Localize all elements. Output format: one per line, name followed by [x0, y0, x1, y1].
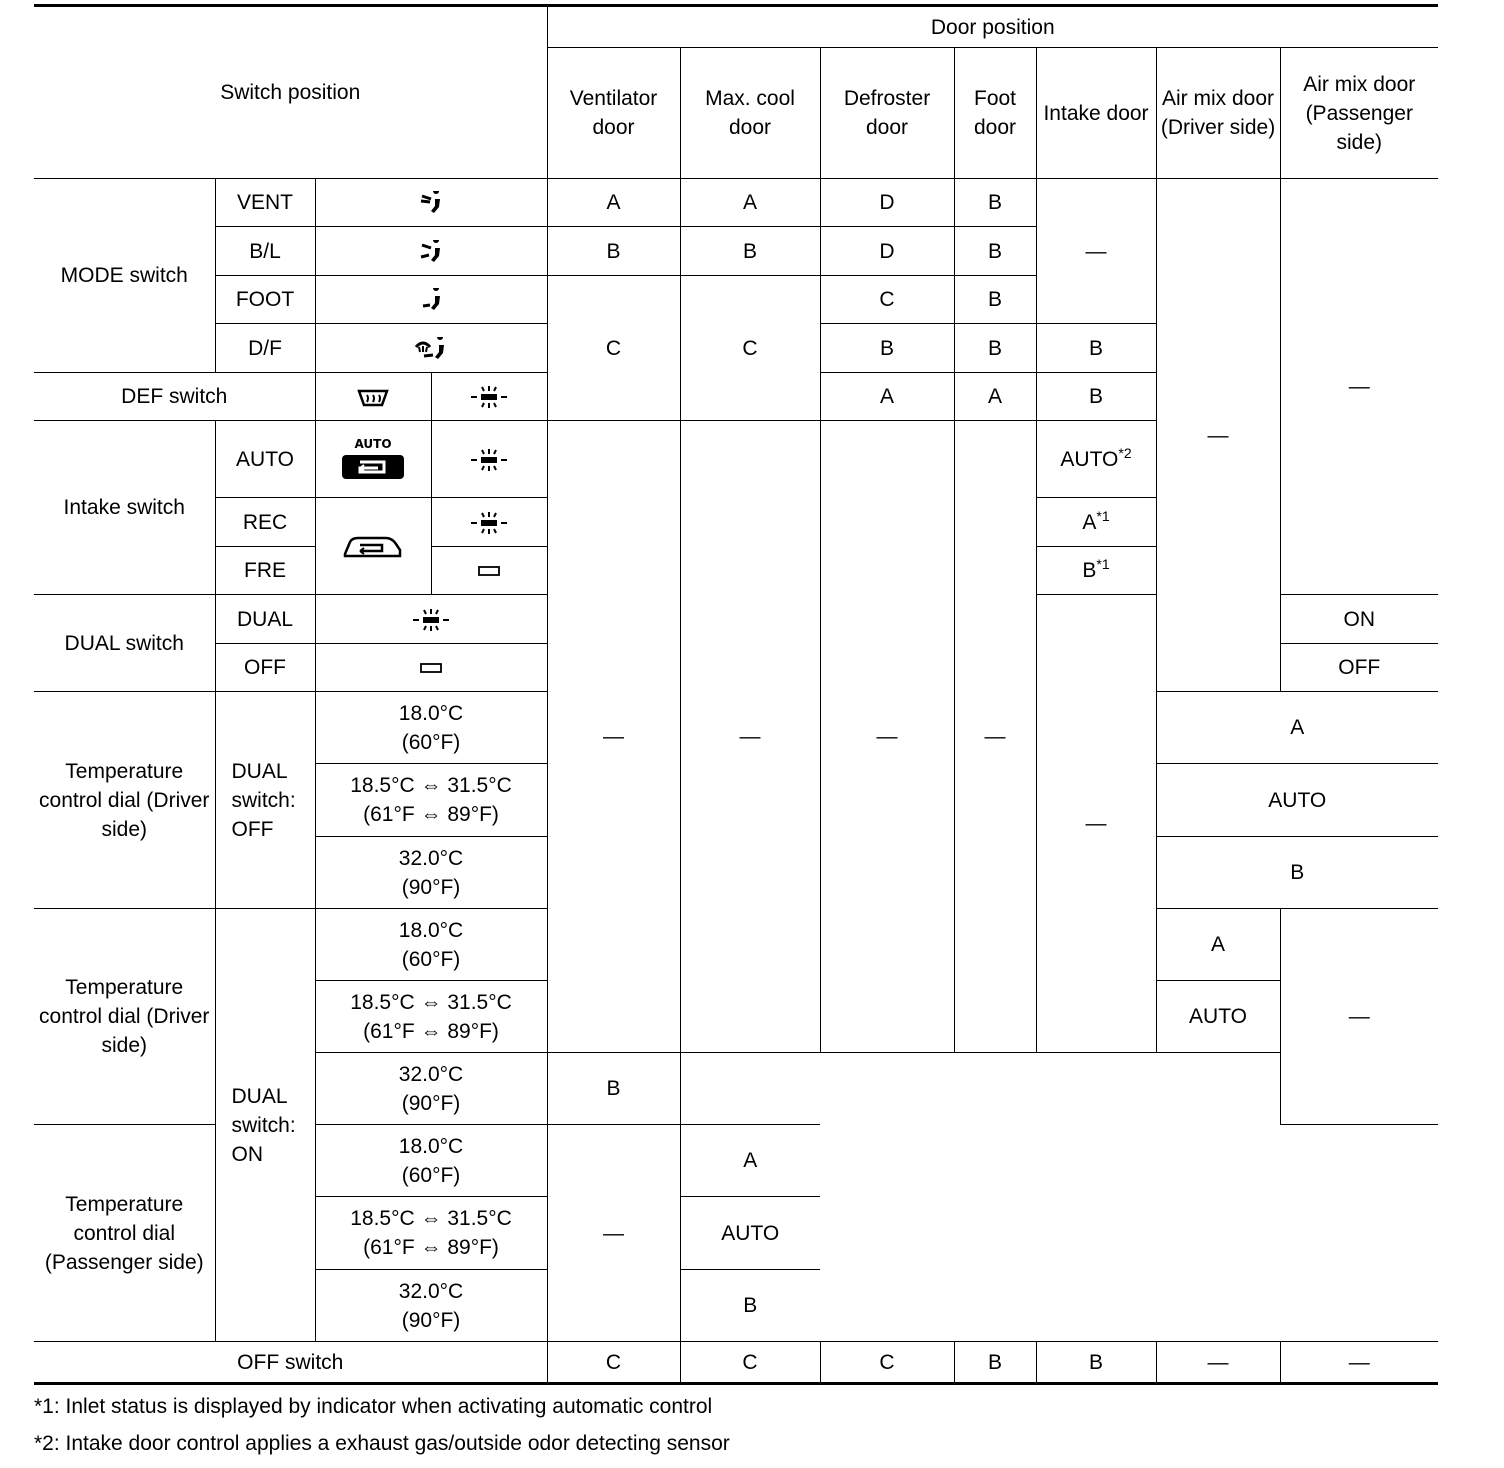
temp-driver-label: Temperature control dial (Driver side) [34, 692, 215, 909]
def-intake-value: B [1036, 373, 1156, 421]
dual-passenger-value: OFF [1280, 644, 1438, 692]
air-mix-driver-value: B [547, 1053, 680, 1125]
footnotes [34, 1388, 730, 1462]
air-mix-driver-header: Air mix door (Driver side) [1156, 48, 1280, 179]
indicator-off-icon [315, 644, 547, 692]
mode-defroster-value: D [820, 227, 954, 276]
mode-defroster-value: D [820, 179, 954, 227]
switch-position-header: Switch position [34, 6, 547, 179]
intake-switch-label: Intake switch [34, 421, 215, 595]
mode-name: FOOT [215, 276, 315, 324]
mode-foot-value: B [954, 227, 1036, 276]
dual-off-label: DUAL switch: OFF [215, 692, 315, 909]
intake-mode-name: AUTO [215, 421, 315, 498]
temp-driver-label: Temperature control dial (Driver side) [34, 909, 215, 1125]
ventilator-door-header: Ventilator door [547, 48, 680, 179]
mode-maxcool-value: A [680, 179, 820, 227]
windshield-defroster-icon [315, 373, 431, 421]
temp-range: 18.0°C (60°F) [315, 1125, 547, 1197]
def-switch-label: DEF switch [34, 373, 315, 421]
mode-intake-value: B [1036, 324, 1156, 373]
off-value: B [954, 1342, 1036, 1384]
air-mix-passenger-dash: — [1280, 909, 1438, 1125]
foot-door-header: Foot door [954, 48, 1036, 179]
mode-name: VENT [215, 179, 315, 227]
indicator-on-icon [431, 421, 547, 498]
vent-mode-icon [315, 179, 547, 227]
intake-mode-name: FRE [215, 547, 315, 595]
off-value: — [1156, 1342, 1280, 1384]
indicator-off-icon [431, 547, 547, 595]
mode-maxcool-value: B [680, 227, 820, 276]
mode-foot-value: B [954, 324, 1036, 373]
max-cool-door-header: Max. cool door [680, 48, 820, 179]
off-value: C [680, 1342, 820, 1384]
mode-ventilator-lower: C [547, 276, 680, 421]
ventilator-temp-dash: — [547, 421, 680, 1053]
mode-ventilator-value: B [547, 227, 680, 276]
indicator-on-icon [315, 595, 547, 644]
temp-passenger-label: Temperature control dial (Passenger side) [34, 1125, 215, 1342]
foot-temp-dash: — [954, 421, 1036, 1053]
temp-range: 18.5°C ⇔ 31.5°C (61°F ⇔ 89°F) [315, 764, 547, 837]
intake-temp-dash: — [1036, 595, 1156, 1053]
air-mix-driver-value: AUTO [1156, 981, 1280, 1053]
def-defroster-value: A [820, 373, 954, 421]
defroster-door-header: Defroster door [820, 48, 954, 179]
air-mix-passenger-value: AUTO [680, 1197, 820, 1270]
footnote-2: *2: Intake door control applies a exhaust gas/outside odor detecting sensor [34, 1432, 730, 1455]
mode-switch-label: MODE switch [34, 179, 215, 373]
dual-on-label: DUAL switch: ON [215, 909, 315, 1342]
defroster-temp-dash: — [820, 421, 954, 1053]
dual-passenger-value: ON [1280, 595, 1438, 644]
temp-range: 18.5°C ⇔ 31.5°C (61°F ⇔ 89°F) [315, 1197, 547, 1270]
intake-fre-value: $B^{*1}$ [1036, 547, 1156, 595]
temp-range: 18.0°C (60°F) [315, 909, 547, 981]
indicator-on-icon [431, 373, 547, 421]
indicator-on-icon [431, 498, 547, 547]
mode-defroster-value: B [820, 324, 954, 373]
temp-range: 18.0°C (60°F) [315, 692, 547, 764]
intake-auto-icon [315, 421, 431, 498]
air-mix-driver-upper-dash: — [1156, 179, 1280, 692]
air-mix-driver-value: A [1156, 909, 1280, 981]
air-mix-driver-dash: — [547, 1125, 680, 1342]
off-value: — [1280, 1342, 1438, 1384]
off-value: B [1036, 1342, 1156, 1384]
defrost-foot-mode-icon [315, 324, 547, 373]
temp-range: 18.5°C ⇔ 31.5°C (61°F ⇔ 89°F) [315, 981, 547, 1053]
door-position-table [34, 4, 1438, 1385]
mode-maxcool-lower: C [680, 276, 820, 421]
mode-foot-value: B [954, 276, 1036, 324]
intake-mode-name: REC [215, 498, 315, 547]
temp-range: 32.0°C (90°F) [315, 1270, 547, 1342]
door-position-header: Door position [547, 6, 1438, 48]
mode-ventilator-value: A [547, 179, 680, 227]
intake-mode-dash: — [1036, 179, 1156, 324]
dual-mode-name: OFF [215, 644, 315, 692]
maxcool-temp-dash: — [680, 421, 820, 1053]
def-foot-value: A [954, 373, 1036, 421]
mode-foot-value: B [954, 179, 1036, 227]
bilevel-mode-icon [315, 227, 547, 276]
dual-mode-name: DUAL [215, 595, 315, 644]
intake-auto-value: AUTO$^{*2}$ [1036, 421, 1156, 498]
mode-name: B/L [215, 227, 315, 276]
mode-defroster-value: C [820, 276, 954, 324]
off-value: C [547, 1342, 680, 1384]
off-value: C [820, 1342, 954, 1384]
dual-switch-label: DUAL switch [34, 595, 215, 692]
intake-door-header: Intake door [1036, 48, 1156, 179]
recirculation-icon [315, 498, 431, 595]
air-mix-passenger-value: A [680, 1125, 820, 1197]
footnote-1: *1: Inlet status is displayed by indicator when activating automatic control [34, 1395, 713, 1418]
intake-rec-value: $A^{*1}$ [1036, 498, 1156, 547]
air-mix-passenger-header: Air mix door (Passenger side) [1280, 48, 1438, 179]
foot-mode-icon [315, 276, 547, 324]
air-mix-passenger-upper-dash: — [1280, 179, 1438, 595]
off-switch-label: OFF switch [34, 1342, 547, 1384]
air-mix-passenger-value: B [680, 1270, 820, 1342]
air-mix-both-value: A [1156, 692, 1438, 764]
mode-name: D/F [215, 324, 315, 373]
temp-range: 32.0°C (90°F) [315, 837, 547, 909]
temp-range: 32.0°C (90°F) [315, 1053, 547, 1125]
air-mix-both-value: B [1156, 837, 1438, 909]
air-mix-both-value: AUTO [1156, 764, 1438, 837]
auto-badge-text: AUTO [354, 437, 392, 451]
